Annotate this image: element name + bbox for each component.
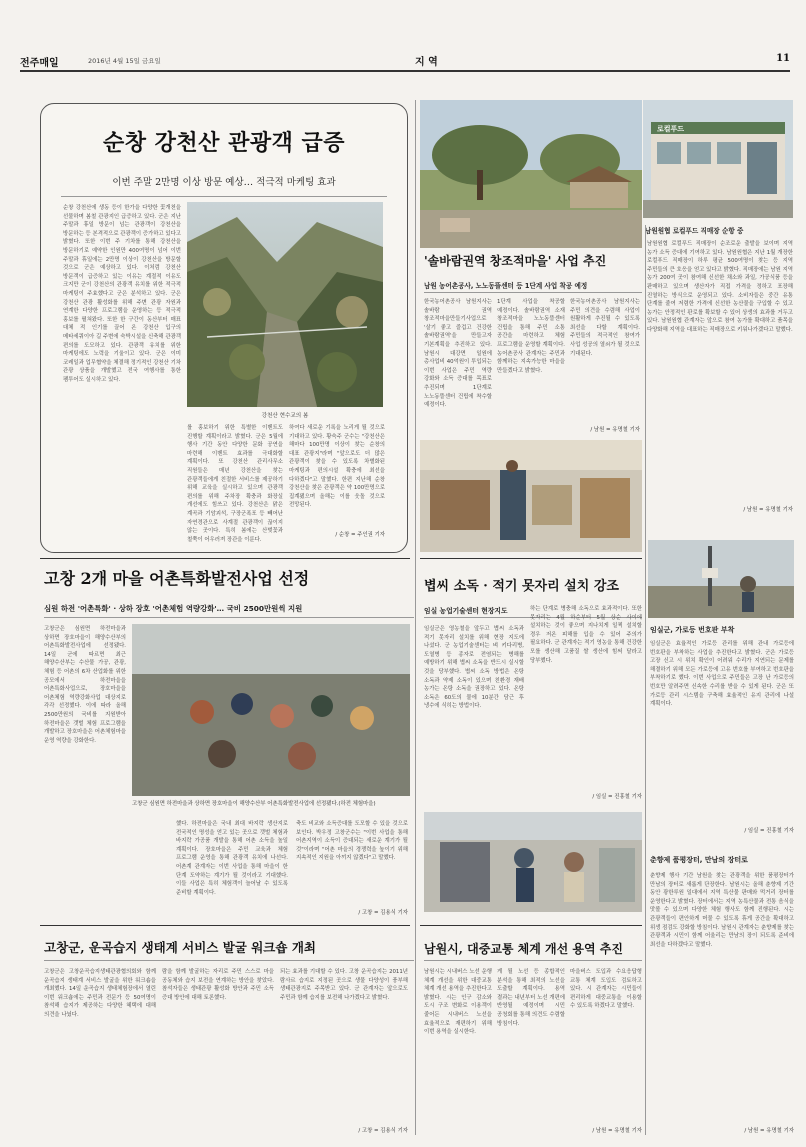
subheadline: 심원 하전 '어촌특화' · 상하 장호 '어촌체험 역량강화'… 국비 2500만원씩 지원 bbox=[44, 604, 303, 613]
photo-caption: 강천산 현수교의 봄 bbox=[261, 413, 309, 419]
header-rule bbox=[20, 70, 790, 72]
article-column-3: 한국농어촌공사 남원지사는 주민 의견을 수렴해 사업이 원활하게 추진될 수 있도록 최선을 다할 계획이다. 주민들의 적극적인 참여가 사업 성공의 열쇠가 될 것으로 기대된다. bbox=[570, 299, 640, 357]
section-name: 지 역 bbox=[415, 57, 438, 68]
headline: 남원시, 대중교통 체계 개선 용역 추진 bbox=[424, 942, 623, 956]
article-text: 춘향제 행사 기간 남원을 찾는 관광객을 위한 품평장터가 만남의 장터로 새롭게 단장한다. 남원시는 올해 춘향제 기간 동안 광한루원 일대에서 지역 특산물 판매와 먹거리 장터를 운영한다고 밝혔다. 장터에서는 지역 농특산물과 전통 음식을 맛볼 수 있으며 다양한 체험 행사도 함께 진행된다. 시는 관광객들이 편안하게 머물 수 있도록 휴게 공간을 확대하고 위생 점검도 강화할 방침이다. 남원시 관계자는 춘향제를 찾는 관광객과 시민이 함께 어울리는 만남의 장이 되도록 준비에 최선을 다하겠다고 말했다. bbox=[650, 873, 794, 948]
article-column-1: 순창 강천산에 생동 등이 한가을 다양한 꽃개천을 선물하며 봄철 관광지인 급증하고 있다. 군은 지난 주말과 휴일 방문이 넘는 관광객이 강천산을 방문하는 등 본격적으로 관광객이 증가하고 있다고 밝혔다. 또한 이번 주 기차를 통해 강천산을 방문하기로 예약한 인원만 400여명이 넘어 이번 주말과 휴일에는 2만명 이상이 강천산을 방문할 것으로 군은 예상하고 있다. 이처럼 강천산 방문객이 급증하고 있는 이유는 계절적 이유도 크지만 군이 강천산의 관광객 유치를 위한 적극적 마케팅이 주효했다고 군은 분석하고 있다. 군은 강천산 관광 활성화를 위해 주변 관광 자원과 연계한 다양한 프로그램을 운영하는 등 적극적 홍보를 펼쳐왔다. 또한 한 구간이 동산부터 매표 대체 적 인기를 끌어 온 강천산 입구의 메타세쿼이아 길 주변에 숙박시설을 신축해 관광객 편의를 도모하고 있다. 관광객 유치를 위한 마케팅에도 노력을 기울이고 있다. 군은 이미 코레일과 업무협약을 체결해 정기적인 강천산 기차 관광 상품을 개발했고 전국 여행사를 통한 팸투어도 실시하고 있다. bbox=[63, 205, 181, 383]
article-column-2: 1단계 사업을 착공할 예정이다. 솔바람권역 소재 창조적마을 노노동뜰센터 건립을 통해 주민 소통 공간을 마련하고 체험 프로그램을 운영할 계획이다. 농어촌공사 관계자는 주민과 함께하는 지속가능한 마을을 만들겠다고 밝혔다. bbox=[497, 299, 565, 374]
article-column-1: 임실군은 영농철을 앞두고 볍씨 소독과 적기 못자리 설치를 위해 현장 지도에 나섰다. 군 농업기술센터는 벼 키다리병, 도열병 등 종자로 전염되는 병해를 예방하기 위해 볍씨 소독을 반드시 실시할 것을 당부했다. 볍씨 소독 방법은 온탕 소독과 약제 소독이 있으며 친환경 재배 농가는 온탕 소독을 권장하고 있다. 온탕 소독은 60도의 물에 10분간 담근 후 냉수에 식히는 방법이다. bbox=[424, 626, 524, 710]
building-photo bbox=[643, 100, 793, 218]
divider bbox=[44, 960, 414, 961]
article-column-3: 마을버스 도입과 수요응답형 교통 체계 도입도 검토하고 있다. 시 관계자는 시민들이 편리하게 대중교통을 이용할 수 있도록 하겠다고 말했다. bbox=[570, 969, 642, 1010]
valley-photo bbox=[187, 202, 383, 407]
photo-caption: 고창군 심원면 하전마을과 상하면 장호마을이 해양수산부 어촌특화발전사업에 선정됐다.(하전 체험마을) bbox=[132, 801, 376, 807]
photo-caption: 춘향제 품평장터, 만남의 장터로 bbox=[650, 856, 748, 864]
article-column-3: 축도 비교와 소득증대를 도모할 수 있을 것으로 보인다. 박우정 고창군수는 "이번 사업을 통해 어촌지역이 소득이 증대되는 새로운 계기가 될 것"이라며 "어촌 마을의 경쟁력을 높이기 위해 지속적인 지원을 아끼지 않겠다"고 말했다. bbox=[296, 821, 408, 862]
headline: 고창 2개 마을 어촌특화발전사업 선정 bbox=[44, 569, 310, 588]
article-column-3: 하여다 새로운 기록을 노리게 될 것으로 기대하고 있다. 황숙주 군수는 "강천산은 해마다 100만명 이상이 찾는 순창의 대표 관광지"라며 "앞으로도 더 많은 관광객이 찾을 수 있도록 차별화된 마케팅과 편의시설 확충에 최선을 다하겠다"고 말했다. 한편 지난해 순창 강천산을 찾은 관광객은 약 100만명으로 집계됐으며 올해는 이를 웃돌 것으로 전망된다. bbox=[289, 425, 385, 509]
byline: / 남원 = 유명철 기자 bbox=[743, 507, 793, 513]
headline: 고창군, 운곡습지 생태계 서비스 발굴 워크숍 개최 bbox=[44, 940, 316, 955]
byline: / 순창 = 주인권 기자 bbox=[335, 532, 385, 538]
paper-name: 전주매일 bbox=[20, 58, 59, 69]
subheadline: 임실 농업기술센터 현장지도 bbox=[424, 607, 508, 615]
local-food-sign: 로컬푸드 bbox=[657, 125, 685, 133]
article-column-1: 고창군은 고창운곡습지생태관광협의회와 함께 운곡습지 생태계 서비스 발굴을 위한 워크숍을 개최했다. 14일 운곡습지 생태체험장에서 열린 이번 워크숍에는 주민과 전문가 등 50여명이 참석해 습지가 제공하는 다양한 혜택에 대해 의견을 나눴다. bbox=[44, 969, 156, 1018]
byline: / 임실 = 진홍철 기자 bbox=[744, 828, 794, 834]
page-header bbox=[20, 52, 790, 70]
article-column-3: 되는 효과를 기대할 수 있다. 고창 운곡습지는 2011년 람사르 습지로 지정된 곳으로 생물 다양성이 풍부해 생태관광지로 주목받고 있다. 군 관계자는 앞으로도 주민과 함께 습지를 보전해 나가겠다고 밝혔다. bbox=[280, 969, 408, 1001]
local-food-text: 남원원협 로컬푸드 직매장이 순조로운 출발을 보이며 지역 농가 소득 증대에 기여하고 있다. 남원원협은 지난 1월 개장한 로컬푸드 직매장이 하루 평균 500여명이 찾는 등 지역 주민들의 큰 호응을 얻고 있다고 밝혔다. 직매장에는 남원 지역 농가 200여 곳이 참여해 신선한 채소와 과일, 가공식품 등을 판매하고 있으며 생산자가 직접 가격을 정하고 포장해 진열하는 방식으로 운영되고 있다. 소비자들은 중간 유통 단계를 줄여 저렴한 가격에 신선한 농산물을 구입할 수 있고 농가는 안정적인 판로를 확보할 수 있어 상생의 효과를 거두고 있다. 남원원협 관계자는 앞으로 참여 농가를 확대하고 품목을 다양화해 지역을 대표하는 직매장으로 키워나가겠다고 말했다. bbox=[647, 241, 793, 333]
headline: 볍씨 소독 · 적기 못자리 설치 강조 bbox=[424, 579, 619, 594]
divider bbox=[424, 960, 642, 961]
mudflat-photo bbox=[132, 624, 410, 796]
section-rule bbox=[420, 558, 642, 559]
issue-date: 2016년 4월 15일 금요일 bbox=[88, 57, 161, 65]
section-rule bbox=[420, 925, 642, 926]
column-separator bbox=[415, 100, 416, 1135]
byline: / 고창 = 김용식 기자 bbox=[358, 1128, 408, 1134]
article-column-2: 게 될 노선 등 종합적인 분석을 통해 최적의 노선을 도출할 계획이다. 용역 결과는 내년부터 노선 개편에 반영될 예정이며 시민 공청회를 통해 의견도 수렴할 방침이다. bbox=[497, 969, 565, 1027]
article-column-2: 했다. 하전마을은 국내 최대 바지락 생산지로 전국적인 명성을 얻고 있는 곳으로 갯벌 체험과 바지락 가공품 개발을 통해 어촌 소득을 높일 계획이다. 장호마을은 주민 교육과 체험 프로그램 운영을 통해 관광객 유치에 나선다. 어촌계 관계자는 이번 사업을 통해 마을이 한 단계 도약하는 계기가 될 것이라고 기대했다. 이들 사업은 특히 체험객이 늘어날 수 있도록 준비할 계획이다. bbox=[176, 821, 288, 896]
village-photo bbox=[420, 100, 642, 248]
article-column-2: 를 홍보하기 위한 특별한 이벤트도 진행할 계획이라고 밝혔다. 군은 5월에 행사 기간 동안 다양한 문화 공연을 마련해 이벤트 효과를 극대화할 계획이다. 또 강천산 관리사무소 직원들은 매년 강천산을 찾는 관광객들에게 친절한 서비스를 제공하기 위해 교육을 실시하고 있으며 관광객 편의를 위해 주차장 확충과 화장실 개선에도 힘쓰고 있다. 강천산은 맑은 계곡과 기암괴석, 구장군폭포 등 빼어난 자연경관으로 사계절 관광객이 끊이지 않는 곳이다. 특히 봄에는 산벚꽃과 철쭉이 어우러져 장관을 이룬다. bbox=[187, 425, 283, 542]
divider bbox=[424, 292, 642, 293]
article-column-1: 한국농어촌공사 남원지사는 솔바람 권역 창조적마을만들기사업으로 '살기 좋고 즐겁고 건강한 솔바람권역'을 만들고자 기본계획을 추진하고 있다. 남원시 대강면 일원에 총사업비 40억원이 투입되는 이번 사업은 주민 역량 강화와 소득 증대를 목표로 추진되며 1단계로 노노동뜰센터 건립에 착수할 예정이다. bbox=[424, 299, 492, 409]
headline: '솔바람권역 창조적마을' 사업 추진 bbox=[424, 254, 607, 268]
byline: / 고창 = 김용식 기자 bbox=[358, 910, 408, 916]
byline: / 남원 = 유명철 기자 bbox=[592, 1128, 642, 1134]
section-rule bbox=[40, 925, 410, 926]
article-text: 임실군은 효율적인 가로등 관리를 위해 관내 가로등에 번호판을 부착하는 사업을 추진한다고 밝혔다. 군은 가로등 고장 신고 시 위치 확인이 어려워 수리가 지연되는 문제를 해결하기 위해 모든 가로등에 고유 번호를 부여하고 번호판을 부착하기로 했다. 이번 사업으로 주민들은 고장 난 가로등의 번호만 알려주면 신속한 수리를 받을 수 있게 된다. 군은 또 가로등 관리 시스템을 구축해 효율적인 유지 관리에 나설 계획이다. bbox=[650, 641, 794, 708]
byline: / 임실 = 진홍철 기자 bbox=[592, 794, 642, 800]
divider bbox=[44, 617, 414, 618]
subheadline: 남원 농어촌공사, 노노동뜰센터 등 1단계 사업 착공 예정 bbox=[424, 282, 588, 290]
article-column-2: 하는 단계로 병충해 소독으로 효과적이다. 또한 못자리는 4월 하순부터 5월 상순 사이에 설치하는 것이 좋으며 지나치게 일찍 설치할 경우 저온 피해를 입을 수 있어 주의가 필요하다. 군 관계자는 적기 영농을 통해 건강한 모를 생산해 고품질 쌀 생산에 힘써 달라고 당부했다. bbox=[530, 606, 642, 664]
byline: / 남원 = 유명철 기자 bbox=[590, 427, 640, 433]
local-food-caption: 남원원협 로컬푸드 직매장 순항 중 bbox=[645, 227, 744, 235]
article-gangcheonsan bbox=[40, 103, 408, 553]
subheadline: 이번 주말 2만명 이상 방문 예상… 적극적 마케팅 효과 bbox=[112, 177, 336, 188]
divider bbox=[61, 196, 387, 197]
article-column-1: 남원시는 시내버스 노선 운행 체계 개선을 위한 대중교통 체계 개선 용역을 추진한다고 밝혔다. 시는 인구 감소와 도시 구조 변화로 이용객이 줄어든 시내버스 노선을 효율적으로 재편하기 위해 이번 용역을 실시한다. bbox=[424, 969, 492, 1036]
article-column-2: 람을 함께 발굴하는 자리로 주민 스스로 마을 공동체와 습지 보전을 연계하는 방안을 찾았다. 참석자들은 생태관광 활성화 방안과 주민 소득 증대 방안에 대해 토론했다. bbox=[162, 969, 274, 1001]
section-rule bbox=[40, 558, 410, 559]
farm-photo bbox=[424, 812, 642, 912]
column-separator bbox=[645, 225, 646, 1135]
byline: / 남원 = 유명철 기자 bbox=[744, 1128, 794, 1134]
streetlight-photo bbox=[648, 540, 794, 618]
photo-caption: 임실군, 가로등 번호판 부착 bbox=[650, 626, 735, 634]
headline: 순창 강천산 관광객 급증 bbox=[103, 130, 345, 156]
article-column-1: 고창군은 심원면 하전마을과 상하면 장호마을이 해양수산부의 어촌특화발전사업에 선정됐다. 14일 군에 따르면 최근 해양수산부는 수산물 가공, 관광, 체험 등 어촌의 6차 산업화를 위한 공모에서 하전마을을 어촌특화사업으로, 장호마을을 어촌체험 역량강화사업 대상지로 각각 선정했다. 이에 따라 올해 2500만원의 국비를 지원받아 하전마을은 갯벌 체험 프로그램을 개발하고 장호마을은 어촌체험마을 운영 역량을 강화한다. bbox=[44, 626, 126, 744]
page-number: 11 bbox=[776, 53, 790, 64]
market-photo bbox=[420, 440, 642, 552]
